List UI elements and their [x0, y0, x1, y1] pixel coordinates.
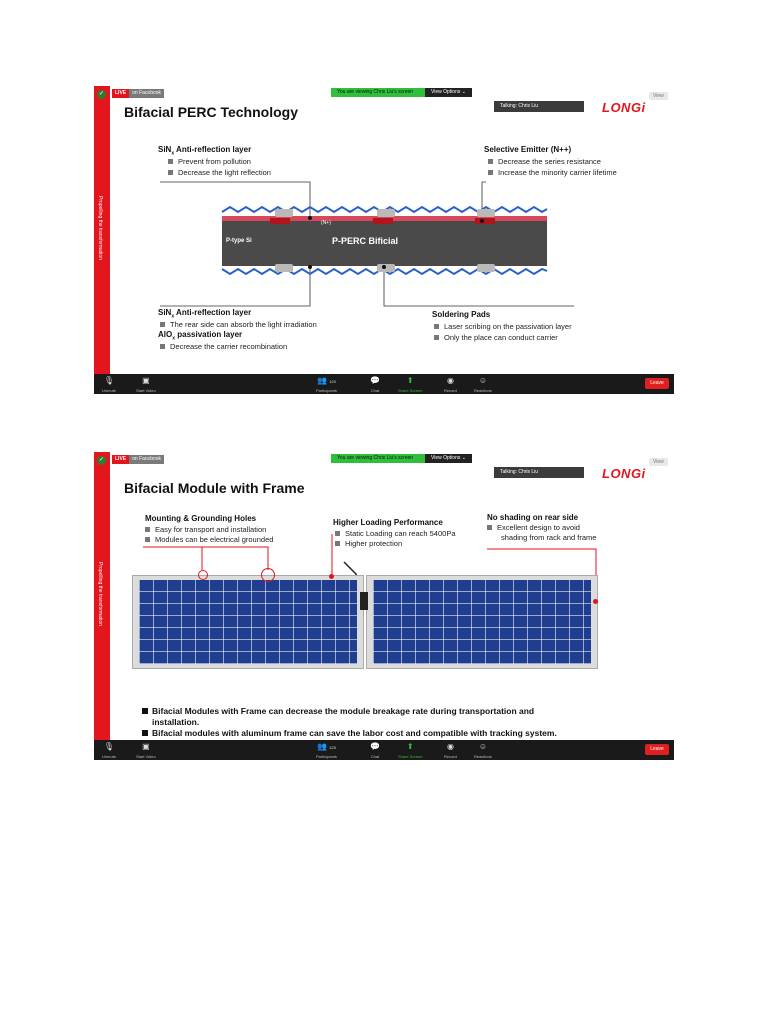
loading-bullet-2: Higher protection: [335, 539, 402, 548]
slide-title: Bifacial Module with Frame: [124, 480, 305, 496]
sin-bottom-bullet-1: The rear side can absorb the light irradiation: [160, 320, 317, 329]
side-text: Propelling the transformation: [97, 562, 103, 626]
mounting-hole-marker: [198, 570, 208, 580]
video-off-icon: ▣: [142, 742, 150, 751]
live-platform: on Facebook: [129, 89, 164, 98]
bottom-bullet-1-cont: installation.: [152, 717, 200, 727]
shield-icon: ✓: [98, 457, 105, 463]
mounting-bullet-1: Easy for transport and installation: [145, 525, 266, 534]
emitter-bullet-1: Decrease the series resistance: [488, 157, 601, 166]
soldering-label: Soldering Pads: [432, 310, 491, 319]
grounding-hole-marker: [261, 568, 275, 582]
view-options-button[interactable]: View Options ⌄: [425, 88, 472, 97]
share-screen-icon: ⬆: [406, 742, 414, 751]
shading-bullet-2: shading from rack and frame: [501, 533, 597, 542]
soldering-bullet-2: Only the place can conduct carrier: [434, 333, 558, 342]
loading-bullet-1: Static Loading can reach 5400Pa: [335, 529, 456, 538]
chat-button[interactable]: 💬 Chat: [370, 742, 380, 759]
share-screen-button[interactable]: ⬆ Share Screen: [398, 376, 423, 393]
unmute-button[interactable]: 🎙 Unmute: [102, 376, 117, 393]
sin-top-label: SiN$_x$ Anti-reflection layer: [158, 145, 252, 157]
longi-logo: LONGi: [602, 466, 646, 481]
junction-box: [360, 592, 368, 610]
solar-module-right: [366, 575, 598, 669]
start-video-button[interactable]: ▣ Start Video: [136, 376, 156, 393]
reactions-icon: ☺: [478, 376, 487, 385]
sin-top-bullet-2: Decrease the light reflection: [168, 168, 271, 177]
participants-button[interactable]: 👥 120 Participants: [316, 376, 337, 393]
side-text: Propelling the transformation: [97, 196, 103, 260]
zoom-window-slide-1: [94, 86, 674, 394]
reactions-button[interactable]: ☺ Reactions: [474, 376, 492, 393]
longi-logo: LONGi: [602, 100, 646, 115]
alo-label: AlO$_x$ passivation layer: [158, 330, 243, 342]
slide-title: Bifacial PERC Technology: [124, 104, 298, 120]
loading-label: Higher Loading Performance: [333, 518, 443, 527]
participants-button[interactable]: 👥 125 Participants: [316, 742, 337, 759]
loading-marker-dot: [329, 574, 334, 579]
shading-label: No shading on rear side: [487, 513, 579, 522]
participants-icon: 👥 125: [317, 742, 336, 751]
live-platform: on Facebook: [129, 455, 164, 464]
bottom-bullet-1: Bifacial Modules with Frame can decrease the module breakage rate during transportation and: [142, 706, 534, 716]
live-tag: LIVE: [112, 455, 129, 464]
record-icon: ◉: [446, 742, 454, 751]
viewing-message: You are viewing Chris Liu's screen: [331, 88, 425, 97]
p-type-label: P-type Si: [226, 238, 252, 244]
marker-dot: [308, 265, 312, 269]
sin-bottom-label: SiN$_x$ Anti-reflection layer: [158, 308, 252, 320]
video-off-icon: ▣: [142, 376, 150, 385]
meeting-toolbar: [94, 374, 674, 394]
sin-top-bullet-1: Prevent from pollution: [168, 157, 251, 166]
n-plus-label: (N+): [321, 220, 331, 226]
live-tag: LIVE: [112, 89, 129, 98]
emitter-block-1: [270, 218, 290, 224]
shield-icon: ✓: [98, 91, 105, 97]
soldering-bullet-1: Laser scribing on the passivation layer: [434, 322, 572, 331]
rear-pad-1: [275, 264, 293, 272]
record-button[interactable]: ◉ Record: [444, 376, 457, 393]
front-pad-2: [377, 209, 395, 217]
bottom-bullet-2: Bifacial modules with aluminum frame can save the labor cost and compatible with tracking system.: [142, 728, 557, 738]
record-icon: ◉: [446, 376, 454, 385]
emitter-bullet-2: Increase the minority carrier lifetime: [488, 168, 617, 177]
marker-dot: [382, 265, 386, 269]
reactions-button[interactable]: ☺ Reactions: [474, 742, 492, 759]
leave-button[interactable]: Leave: [645, 744, 669, 755]
front-pad-3: [477, 209, 495, 217]
emitter-block-2: [373, 218, 393, 224]
p-perc-label: P-PERC Bificial: [332, 236, 399, 246]
emitter-block-3: [475, 218, 495, 224]
reactions-icon: ☺: [478, 742, 487, 751]
unmute-button[interactable]: 🎙 Unmute: [102, 742, 117, 759]
zoom-window-slide-2: [94, 452, 674, 760]
microphone-muted-icon: 🎙: [103, 376, 115, 385]
chat-icon: 💬: [370, 376, 380, 385]
chat-icon: 💬: [370, 742, 380, 751]
front-pad-1: [275, 209, 293, 217]
solar-module-left: [132, 575, 364, 669]
rear-pad-3: [477, 264, 495, 272]
participants-icon: 👥 120: [317, 376, 336, 385]
chat-button[interactable]: 💬 Chat: [370, 376, 380, 393]
leave-button[interactable]: Leave: [645, 378, 669, 389]
emitter-label: Selective Emitter (N++): [484, 145, 572, 154]
record-button[interactable]: ◉ Record: [444, 742, 457, 759]
viewing-message: You are viewing Chris Liu's screen: [331, 454, 425, 463]
share-screen-button[interactable]: ⬆ Share Screen: [398, 742, 423, 759]
start-video-button[interactable]: ▣ Start Video: [136, 742, 156, 759]
talking-indicator: Talking: Chris Liu: [494, 101, 584, 112]
share-screen-icon: ⬆: [406, 376, 414, 385]
mounting-label: Mounting & Grounding Holes: [145, 514, 257, 523]
view-button[interactable]: View: [649, 92, 668, 100]
shading-bullet-1: Excellent design to avoid: [487, 523, 580, 532]
view-button[interactable]: View: [649, 458, 668, 466]
microphone-muted-icon: 🎙: [103, 742, 115, 751]
marker-dot: [308, 216, 312, 220]
rear-pad-2: [377, 264, 395, 272]
talking-indicator: Talking: Chris Liu: [494, 467, 584, 478]
view-options-button[interactable]: View Options ⌄: [425, 454, 472, 463]
marker-dot: [480, 219, 484, 223]
mounting-bullet-2: Modules can be electrical grounded: [145, 535, 273, 544]
meeting-toolbar: [94, 740, 674, 760]
alo-bullet-1: Decrease the carrier recombination: [160, 342, 287, 351]
shading-marker-dot: [593, 599, 598, 604]
